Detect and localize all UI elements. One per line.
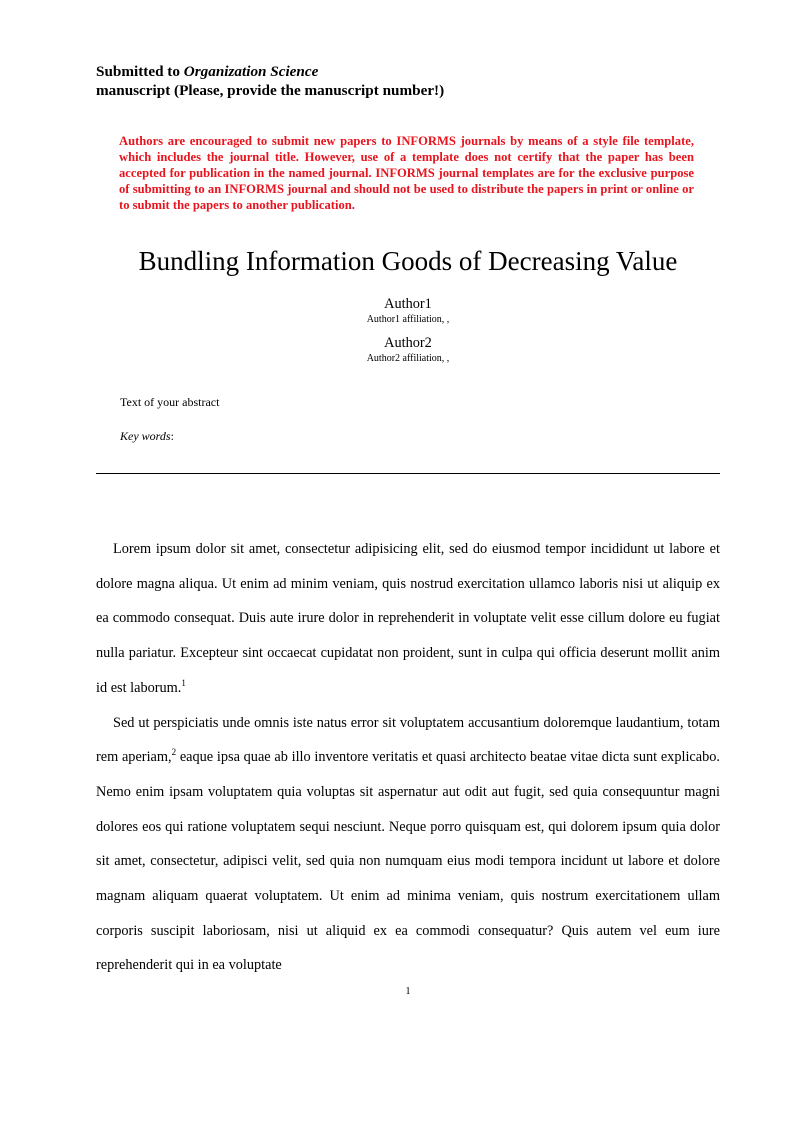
template-notice: Authors are encouraged to submit new papers to INFORMS journals by means of a style file template, which includes the journal title. However, use of a template does not certify that the paper has been accepted for publication in the named journal. INFORMS journal templates are for the exclusive purpose of submitting to an INFORMS journal and should not be used to distribute the papers in print or online or to submit the papers to another publication.	[119, 134, 694, 212]
author-affiliation: Author1 affiliation, ,	[366, 314, 450, 325]
author-affiliation: Author2 affiliation, ,	[366, 353, 450, 364]
horizontal-rule	[96, 473, 720, 474]
journal-header	[96, 62, 444, 100]
submitted-prefix: Submitted to	[96, 63, 184, 80]
author-block	[0, 296, 794, 326]
page-number: 1	[405, 986, 411, 997]
keywords-label: Key words	[120, 429, 171, 443]
paragraph-text: Lorem ipsum dolor sit amet, consectetur adipisicing elit, sed do eiusmod tempor incididunt ut labore et dolore magna aliqua. Ut enim ad minim veniam, quis nostrud exercitation ullamco laboris nisi ut aliquip ex ea commodo consequat. Duis aute irure dolor in reprehenderit in voluptate velit esse cillum dolore eu fugiat nulla pariatur. Excepteur sint occaecat cupidatat non proident, sunt in culpa qui officia deserunt mollit anim id est laborum.	[96, 541, 720, 696]
journal-name: Organization Science	[183, 63, 319, 80]
paragraph	[96, 532, 720, 706]
keywords	[120, 429, 174, 444]
author-name: Author1	[384, 296, 432, 312]
paragraph-text: Sed ut perspiciatis unde omnis iste natus error sit voluptatem accusantium doloremque laudantium, totam rem aperiam,	[96, 714, 720, 766]
manuscript-line: manuscript (Please, provide the manuscript number!)	[96, 82, 445, 99]
keywords-separator: :	[170, 429, 174, 443]
author-block	[0, 335, 794, 365]
submitted-line	[96, 62, 444, 81]
paragraph	[96, 706, 720, 984]
footnote-marker[interactable]: 1	[181, 677, 186, 688]
footnote-marker[interactable]: 2	[171, 747, 177, 758]
author-name: Author2	[384, 335, 432, 351]
body-text	[96, 532, 720, 983]
paper-title: Bundling Information Goods of Decreasing Value	[138, 246, 678, 276]
paragraph-text: eaque ipsa quae ab illo inventore veritatis et quasi architecto beatae vitae dicta sunt explicabo. Nemo enim ipsam voluptatem quia voluptas sit aspernatur aut odit aut fugit, sed quia consequuntur magni dolores eos qui ratione voluptatem sequi nesciunt. Neque porro quisquam est, qui dolorem ipsum quia dolor sit amet, consectetur, adipisci velit, sed quia non numquam eius modi tempora incidunt ut labore et dolore magnam aliquam quaerat voluptatem. Ut enim ad minima veniam, quis nostrum exercitationem ullam corporis suscipit laboriosam, nisi ut aliquid ex ea commodi consequatur? Quis autem vel eum iure reprehenderit qui in ea voluptate	[96, 749, 720, 974]
abstract: Text of your abstract	[120, 395, 220, 409]
